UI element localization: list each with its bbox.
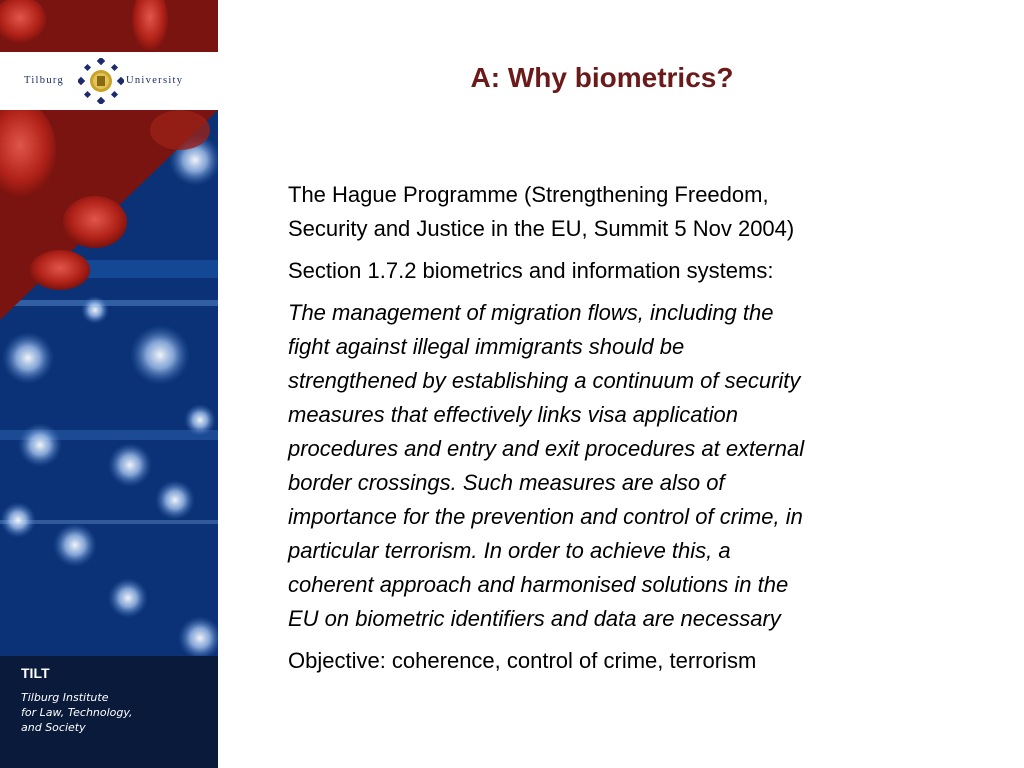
paragraph-hague-programme (288, 178, 978, 246)
tilt-label-box (0, 656, 218, 768)
logo-text-left: Tilburg (24, 75, 65, 86)
text-line: The Hague Programme (Strengthening Freedom, (288, 182, 769, 207)
text-line: Objective: coherence, control of crime, terrorism (288, 648, 757, 673)
text-line: procedures and entry and exit procedures at external (288, 436, 805, 461)
text-line: coherent approach and harmonised solutions in the (288, 572, 789, 597)
slide-title: A: Why biometrics? (470, 62, 734, 93)
text-line: measures that effectively links visa application (288, 402, 738, 427)
text-line: strengthened by establishing a continuum of security (288, 368, 801, 393)
blood-cells-and-lights-image (0, 0, 218, 768)
tilt-subtitle-line: Tilburg Institute (21, 691, 109, 704)
text-line: importance for the prevention and control of crime, in (288, 504, 803, 529)
sidebar-decoration (0, 0, 218, 768)
tilt-subtitle-line: for Law, Technology, (21, 706, 133, 719)
text-line: Section 1.7.2 biometrics and information systems: (288, 258, 774, 283)
tilt-title: TILT (21, 665, 50, 681)
logo-text-right: University (126, 75, 184, 86)
tilt-subtitle (21, 690, 133, 735)
text-line: EU on biometric identifiers and data are necessary (288, 606, 781, 631)
text-line: fight against illegal immigrants should be (288, 334, 685, 359)
paragraph-objective (288, 644, 978, 678)
text-line: The management of migration flows, including the (288, 300, 774, 325)
slide-body (288, 178, 978, 686)
text-line: particular terrorism. In order to achieve this, a (288, 538, 731, 563)
text-line: Security and Justice in the EU, Summit 5 Nov 2004) (288, 216, 795, 241)
paragraph-quote (288, 296, 978, 636)
text-line: border crossings. Such measures are also of (288, 470, 725, 495)
tilt-subtitle-line: and Society (21, 721, 86, 734)
paragraph-section (288, 254, 978, 288)
